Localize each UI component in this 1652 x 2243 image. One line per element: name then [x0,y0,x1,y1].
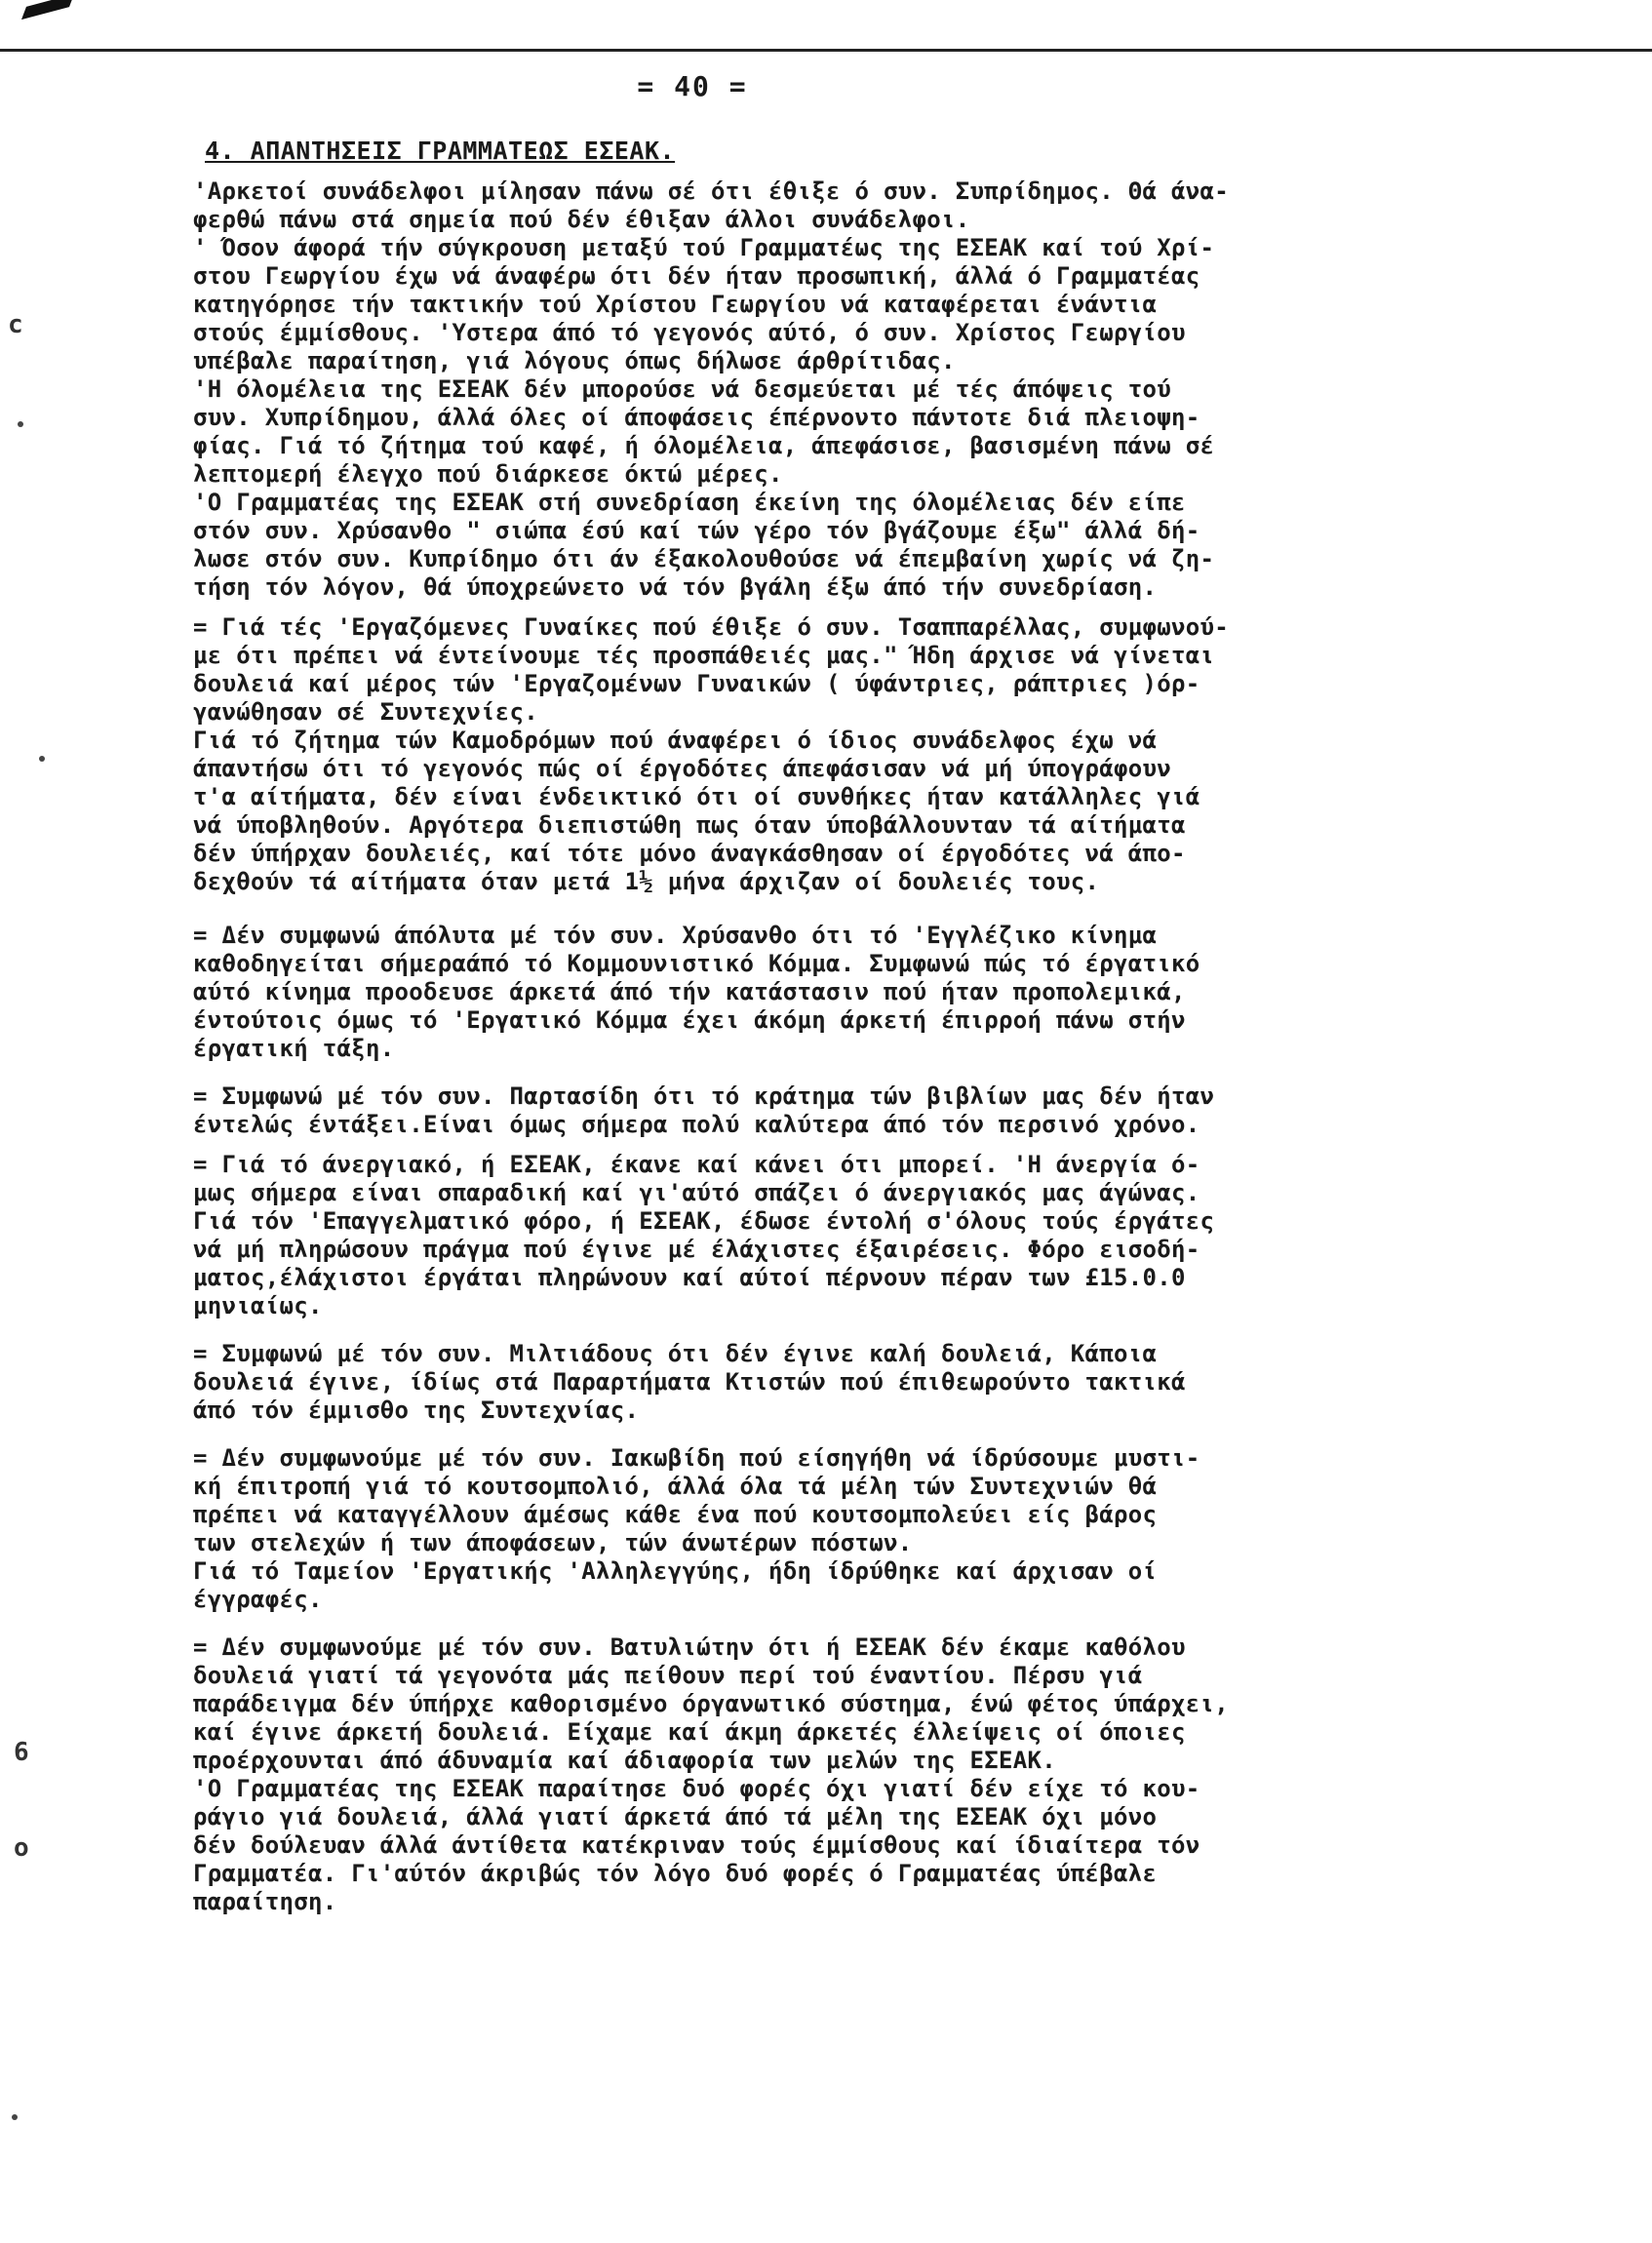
text-line: συν. Χυπρίδημου, άλλά όλες οί άποφάσεις έπέρνοντο πάντοτε διά πλειοψη- [193,404,1200,431]
text-line: Γιά τό Ταμείον 'Εργατικής 'Αλληλεγγύης, ήδη ίδρύθηκε καί άρχισαν οί [193,1557,1158,1585]
margin-dot [39,756,45,762]
paragraph-replies-intro [193,177,1627,602]
text-line: 'Ο Γραμματέας της ΕΣΕΑΚ παραίτησε δυό φορές όχι γιατί δέν είχε τό κου- [193,1775,1200,1802]
text-line: στου Γεωργίου έχω νά άναφέρω ότι δέν ήταν προσωπική, άλλά ό Γραμματέας [193,262,1200,290]
text-line: τήση τόν λόγον, θά ύποχρεώνετο νά τόν βγάλη έξω άπό τήν συνεδρίαση. [193,573,1158,601]
text-line: κή έπιτροπή γιά τό κουτσομπολιό, άλλά όλα τά μέλη τών Συντεχνιών θά [193,1473,1158,1500]
text-line: = Δέν συμφωνούμε μέ τόν συν. Ιακωβίδη πού είσηγήθη νά ίδρύσουμε μυστι- [193,1444,1200,1472]
text-line: στούς έμμίσθους. 'Υστερα άπό τό γεγονός αύτό, ό συν. Χρίστος Γεωργίου [193,319,1186,346]
text-line: έργατική τάξη. [193,1035,395,1062]
text-line: δουλειά έγινε, ίδίως στά Παραρτήματα Κτιστών πού έπιθεωρούντο τακτικά [193,1368,1186,1396]
text-line: κατηγόρησε τήν τακτικήν τού Χρίστου Γεωργίου νά καταφέρεται ένάντια [193,291,1158,318]
section-heading: 4. ΑΠΑΝΤΗΣΕΙΣ ΓΡΑΜΜΑΤΕΩΣ ΕΣΕΑΚ. [205,137,676,165]
text-line: Γιά τό ζήτημα τών Καμοδρόμων πού άναφέρει ό ίδιος συνάδελφος έχω νά [193,727,1158,754]
text-line: ράγιο γιά δουλειά, άλλά γιατί άρκετά άπό τά μέλη της ΕΣΕΑΚ όχι μόνο [193,1803,1158,1830]
page-number: = 40 = [637,70,748,102]
top-rule [0,49,1652,52]
text-line: 'Η όλομέλεια της ΕΣΕΑΚ δέν μπορούσε νά δεσμεύεται μέ τές άπόψεις τού [193,375,1171,403]
text-line: ματος,έλάχιστοι έργάται πληρώνουν καί αύτοί πέρνουν πέραν των £15.0.0 [193,1264,1186,1291]
text-line: = Γιά τές 'Εργαζόμενες Γυναίκες πού έθιξε ό συν. Τσαππαρέλλας, συμφωνού- [193,613,1229,641]
text-line: άπό τόν έμμισθο της Συντεχνίας. [193,1397,640,1424]
margin-dot [12,2114,18,2120]
text-line: αύτό κίνημα προοδευσε άρκετά άπό τήν κατάστασιν πού ήταν προπολεμικά, [193,978,1186,1005]
text-line: = Συμφωνώ μέ τόν συν. Παρτασίδη ότι τό κράτημα τών βιβλίων μας δέν ήταν [193,1082,1215,1110]
text-line: υπέβαλε παραίτηση, γιά λόγους όπως δήλωσε άρθρίτιδας. [193,347,956,374]
margin-mark-6: 6 [14,1738,29,1767]
paragraph-bookkeeping [193,1082,1627,1139]
text-line: νά ύποβληθούν. Αργότερα διεπιστώθη πως όταν ύποβάλλουνταν τά αίτήματα [193,811,1186,839]
text-line: Γραμματέα. Γι'αύτόν άκριβώς τόν λόγο δυό φορές ό Γραμματέας ύπέβαλε [193,1860,1158,1887]
text-line: λωσε στόν συν. Κυπρίδημο ότι άν έξακολουθούσε νά έπεμβαίνη χωρίς νά ζη- [193,545,1215,572]
text-line: νά μή πληρώσουν πράγμα πού έγινε μέ έλάχιστες έξαιρέσεις. Φόρο εισοδή- [193,1236,1200,1263]
text-line: παραίτηση. [193,1888,337,1915]
text-line: = Γιά τό άνεργιακό, ή ΕΣΕΑΚ, έκανε καί κάνει ότι μπορεί. 'Η άνεργία ό- [193,1151,1200,1178]
text-line: ' Όσον άφορά τήν σύγκρουση μεταξύ τού Γραμματέως της ΕΣΕΑΚ καί τού Χρί- [193,234,1215,261]
text-line: τ'α αίτήματα, δέν είναι ένδεικτικό ότι οί συνθήκες ήταν κατάλληλες γιά [193,783,1200,810]
paragraph-working-women [193,613,1627,896]
text-line: καί έγινε άρκετή δουλειά. Είχαμε καί άκμη άρκετές έλλείψεις οί όποιες [193,1718,1186,1746]
margin-dot [18,421,23,427]
margin-mark-c: c [8,310,23,339]
paragraph-unemployment [193,1151,1627,1320]
text-line: 'Ο Γραμματέας της ΕΣΕΑΚ στή συνεδρίαση έκείνη της όλομέλειας δέν είπε [193,489,1186,516]
text-line: πρέπει νά καταγγέλλουν άμέσως κάθε ένα πού κουτσομπολεύει είς βάρος [193,1501,1158,1528]
text-line: έντούτοις όμως τό 'Εργατικό Κόμμα έχει άκόμη άρκετή έπιρροή πάνω στήν [193,1006,1186,1034]
text-line: έντελώς έντάξει.Είναι όμως σήμερα πολύ καλύτερα άπό τόν περσινό χρόνο. [193,1111,1200,1138]
text-line: άπαντήσω ότι τό γεγονός πώς οί έργοδότες άπεφάσισαν νά μή ύπογράφουν [193,755,1171,782]
document-body [193,177,1627,1916]
text-line: λεπτομερή έλεγχο πού διάρκεσε όκτώ μέρες. [193,460,783,488]
paragraph-gossip-committee [193,1444,1627,1614]
text-line: μως σήμερα είναι σπαραδική καί γι'αύτό σπάζει ό άνεργιακός μας άγώνας. [193,1179,1200,1206]
text-line: δέν ύπήρχαν δουλειές, καί τότε μόνο άναγκάσθησαν οί έργοδότες νά άπο- [193,840,1186,867]
text-line: προέρχουνται άπό άδυναμία καί άδιαφορία των μελών της ΕΣΕΑΚ. [193,1747,1056,1774]
text-line: δέν δούλευαν άλλά άντίθετα κατέκριναν τούς έμμίσθους καί ίδιαίτερα τόν [193,1831,1200,1859]
text-line: δουλειά καί μέρος τών 'Εργαζομένων Γυναικών ( ύφάντριες, ράπτριες )όρ- [193,670,1200,697]
corner-scan-mark [21,0,74,20]
text-line: 'Αρκετοί συνάδελφοι μίλησαν πάνω σέ ότι έθιξε ό συν. Συπρίδημος. Θά άνα- [193,177,1229,205]
text-line: στόν συν. Χρύσανθο " σιώπα έσύ καί τών γέρο τόν βγάζουμε έξω" άλλά δή- [193,517,1200,544]
text-line: φερθώ πάνω στά σημεία πού δέν έθιξαν άλλοι συνάδελφοι. [193,206,970,233]
text-line: έγγραφές. [193,1586,323,1613]
text-line: δουλειά γιατί τά γεγονότα μάς πείθουν περί τού έναντίου. Πέρσυ γιά [193,1662,1143,1689]
text-line: μηνιαίως. [193,1292,323,1319]
text-line: δεχθούν τά αίτήματα όταν μετά 1½ μήνα άρχιζαν οί δουλειές τους. [193,868,1100,895]
text-line: Γιά τόν 'Επαγγελματικό φόρο, ή ΕΣΕΑΚ, έδωσε έντολή σ'όλους τούς έργάτες [193,1207,1215,1235]
text-line: γανώθησαν σέ Συντεχνίες. [193,698,538,726]
paragraph-english-movement [193,922,1627,1063]
paragraph-builders-branches [193,1340,1627,1425]
text-line: παράδειγμα δέν ύπήρχε καθορισμένο όργανωτικό σύστημα, ένώ φέτος ύπάρχει, [193,1690,1229,1717]
margin-mark-o: o [14,1833,29,1863]
text-line: = Συμφωνώ μέ τόν συν. Μιλτιάδους ότι δέν έγινε καλή δουλειά, Κάποια [193,1340,1158,1367]
text-line: με ότι πρέπει νά έντείνουμε τές προσπάθειές μας." Ήδη άρχισε νά γίνεται [193,642,1215,669]
text-line: των στελεχών ή των άποφάσεων, τών άνωτέρων πόστων. [193,1529,913,1556]
text-line: φίας. Γιά τό ζήτημα τού καφέ, ή όλομέλεια, άπεφάσισε, βασισμένη πάνω σέ [193,432,1215,459]
text-line: καθοδηγείται σήμεραάπό τό Κομμουνιστικό Κόμμα. Συμφωνώ πώς τό έργατικό [193,950,1200,977]
paragraph-secretary-resignation [193,1633,1627,1916]
text-line: = Δέν συμφωνώ άπόλυτα μέ τόν συν. Χρύσανθο ότι τό 'Εγγλέζικο κίνημα [193,922,1158,949]
text-line: = Δέν συμφωνούμε μέ τόν συν. Βατυλιώτην ότι ή ΕΣΕΑΚ δέν έκαμε καθόλου [193,1633,1186,1661]
